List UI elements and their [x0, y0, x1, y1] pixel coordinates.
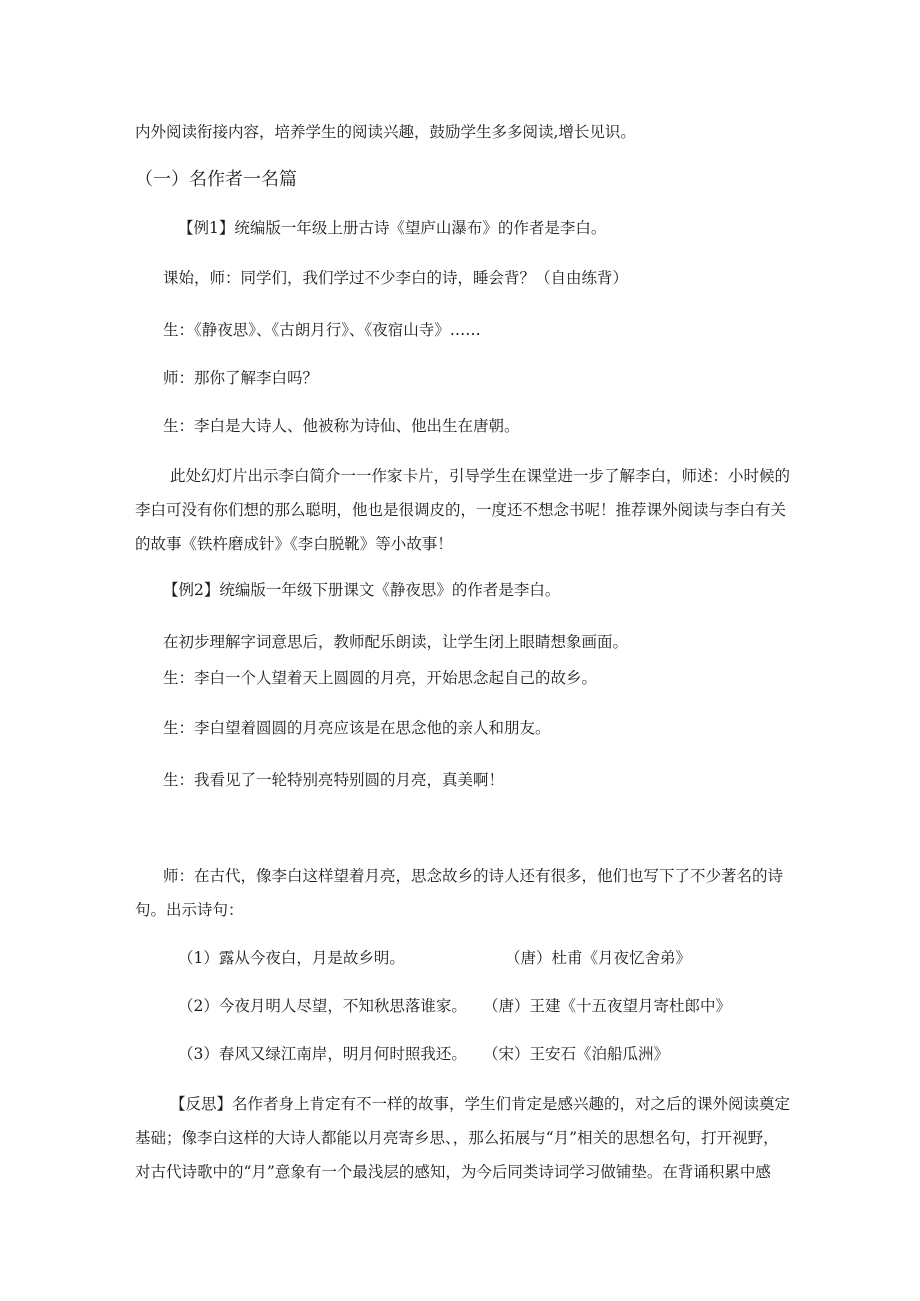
poem-source: （唐）杜甫《月夜忆舍弟》 — [505, 949, 692, 967]
example-2-title: 【例2】统编版一年级下册课文《静夜思》的作者是李白。 — [163, 581, 561, 599]
example-2-line: 在初步理解字词意思后，教师配乐朗读，让学生闭上眼睛想象画面。 — [163, 633, 629, 651]
poem-line: （1）露从今夜白，月是故乡明。 — [178, 949, 405, 967]
poem-source: （宋）王安石《泊船瓜洲》 — [483, 1045, 670, 1063]
dialog-line: 生：《静夜思》、《古朗月行》、《夜宿山寺》…… — [163, 321, 481, 339]
dialog-line: 生：李白是大诗人、他被称为诗仙、他出生在唐朝。 — [163, 417, 520, 435]
paragraph-line: 的故事《铁杵磨成针》《李白脱靴》等小故事！ — [135, 535, 453, 553]
paragraph-line: 李白可没有你们想的那么聪明，他也是很调皮的，一度还不想念书呢！推荐课外阅读与李白有关 — [135, 501, 787, 519]
example-2-line: 生：李白望着圆圆的月亮应该是在思念他的亲人和朋友。 — [163, 719, 551, 737]
reflection-line: 基础；像李白这样的大诗人都能以月亮寄乡思、，那么拓展与“月”相关的思想名句，打开视野， — [135, 1129, 779, 1147]
dialog-line: 师：那你了解李白吗？ — [163, 369, 319, 387]
example-2-line: 生：我看见了一轮特别亮特别圆的月亮，真美啊！ — [163, 771, 505, 789]
dialog-line: 课始，师：同学们，我们学过不少李白的诗，睡会背？（自由练背） — [163, 269, 629, 287]
section-heading: （一）名作者一名篇 — [135, 169, 297, 190]
poem-line: （3）春风又绿江南岸，明月何时照我还。 — [178, 1045, 467, 1063]
example-1-title: 【例1】统编版一年级上册古诗《望庐山瀑布》的作者是李白。 — [178, 219, 607, 237]
poem-source: （唐）王建《十五夜望月寄杜郎中》 — [483, 997, 732, 1015]
poem-line: （2）今夜月明人尽望，不知秋思落谁家。 — [178, 997, 467, 1015]
example-2-line: 生：李白一个人望着天上圆圆的月亮，开始思念起自己的故乡。 — [163, 669, 598, 687]
paragraph-line: 此处幻灯片出示李白简介一一作家卡片，引导学生在课堂进一步了解李白，师述：小时候的 — [170, 467, 791, 485]
intro-line: 内外阅读衔接内容，培养学生的阅读兴趣，鼓励学生多多阅读,增长见识。 — [135, 123, 636, 141]
reflection-line: 对古代诗歌中的“月”意象有一个最浅层的感知，为今后同类诗词学习做铺垫。在背诵积累中感 — [135, 1163, 771, 1181]
teacher-line: 师：在古代，像李白这样望着月亮，思念故乡的诗人还有很多，他们也写下了不少著名的诗 — [163, 867, 784, 885]
reflection-line: 【反思】名作者身上肯定有不一样的故事，学生们肯定是感兴趣的，对之后的课外阅读奠定 — [170, 1095, 791, 1113]
teacher-line: 句。出示诗句： — [135, 901, 244, 919]
